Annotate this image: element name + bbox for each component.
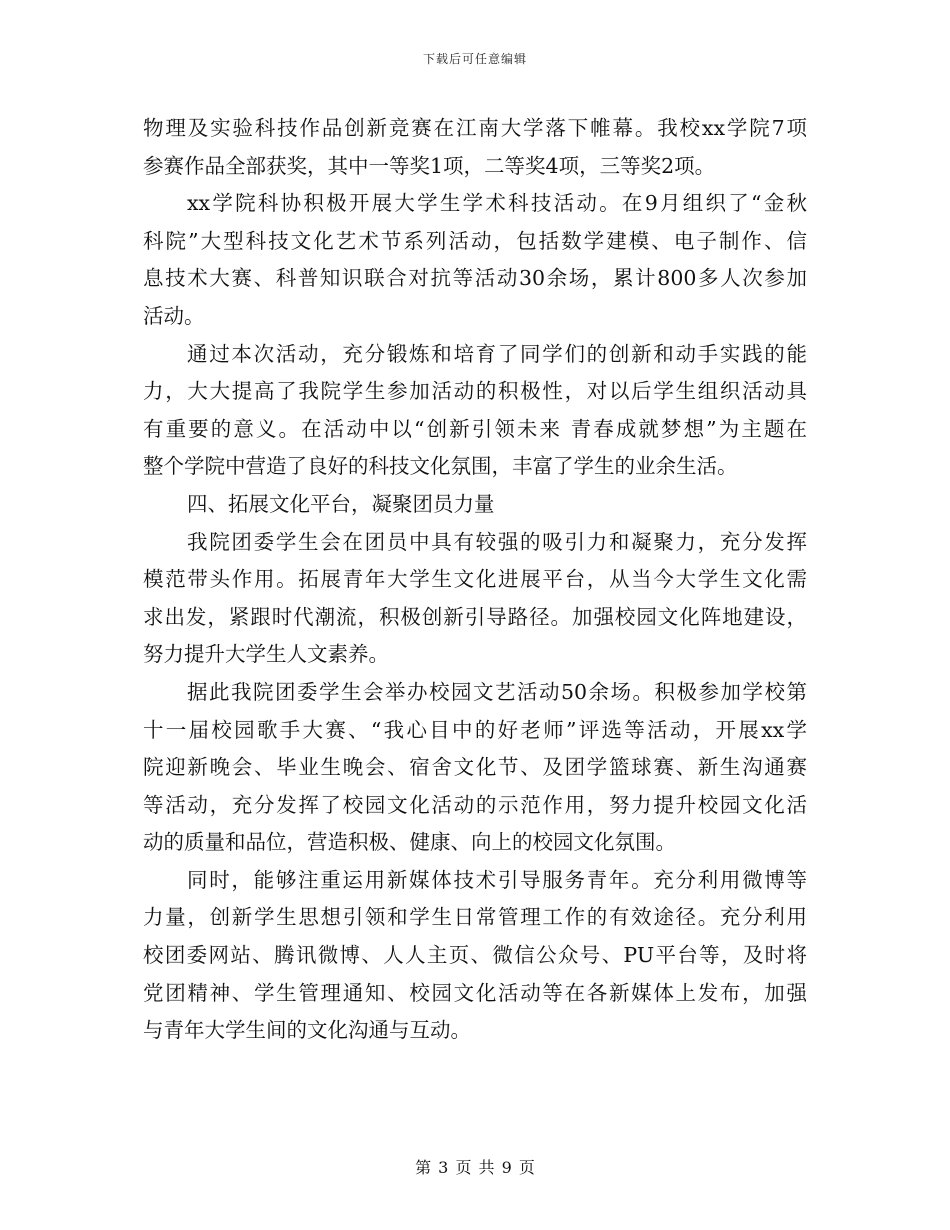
text-line: 与青年大学生间的文化沟通与互动。 (143, 1018, 471, 1043)
text-line: 有重要的意义。在活动中以“创新引领未来 青春成就梦想”为主题在 (143, 416, 807, 441)
text-line: 活动。 (143, 303, 205, 328)
text-line: 四、拓展文化平台，凝聚团员力量 (187, 491, 495, 516)
text-line: 息技术大赛、科普知识联合对抗等活动30余场，累计800多人次参加 (143, 266, 807, 291)
text-line: 物理及实验科技作品创新竞赛在江南大学落下帷幕。我校xx学院7项 (143, 116, 807, 140)
text-line: 通过本次活动，充分锻炼和培育了同学们的创新和动手实践的能 (187, 341, 807, 366)
text-line: 整个学院中营造了良好的科技文化氛围，丰富了学生的业余生活。 (143, 454, 738, 479)
text-line: 努力提升大学生人文素养。 (143, 642, 389, 667)
text-line: 科院”大型科技文化艺术节系列活动，包括数学建模、电子制作、信 (143, 228, 807, 253)
text-line: 等活动，充分发挥了校园文化活动的示范作用，努力提升校园文化活 (143, 792, 807, 817)
text-line: 求出发，紧跟时代潮流，积极创新引导路径。加强校园文化阵地建设， (143, 604, 807, 629)
text-line: 校团委网站、腾讯微博、人人主页、微信公众号、PU平台等，及时将 (143, 943, 807, 968)
text-line: 同时，能够注重运用新媒体技术引导服务青年。充分利用微博等 (187, 867, 807, 892)
text-line: 院迎新晚会、毕业生晚会、宿舍文化节、及团学篮球赛、新生沟通赛 (143, 755, 807, 780)
text-line: xx学院科协积极开展大学生学术科技活动。在9月组织了“金秋 (187, 191, 807, 216)
page-header: 下载后可任意编辑 (422, 52, 527, 66)
text-line: 据此我院团委学生会举办校园文艺活动50余场。积极参加学校第 (187, 679, 807, 704)
text-line: 党团精神、学生管理通知、校园文化活动等在各新媒体上发布，加强 (143, 980, 807, 1005)
text-line: 力量，创新学生思想引领和学生日常管理工作的有效途径。充分利用 (143, 905, 807, 930)
text-line: 模范带头作用。拓展青年大学生文化进展平台，从当今大学生文化需 (143, 567, 807, 592)
text-line: 力，大大提高了我院学生参加活动的积极性，对以后学生组织活动具 (143, 379, 807, 404)
text-line: 十一届校园歌手大赛、“我心目中的好老师”评选等活动，开展xx学 (143, 717, 807, 742)
text-line: 我院团委学生会在团员中具有较强的吸引力和凝聚力，充分发挥 (187, 529, 807, 554)
text-line: 动的质量和品位，营造积极、健康、向上的校园文化氛围。 (143, 830, 676, 855)
page-number-footer: 第 3 页 共 9 页 (415, 1158, 535, 1177)
text-line: 参赛作品全部获奖，其中一等奖1项，二等奖4项，三等奖2项。 (143, 153, 716, 178)
document-body (143, 110, 807, 1050)
